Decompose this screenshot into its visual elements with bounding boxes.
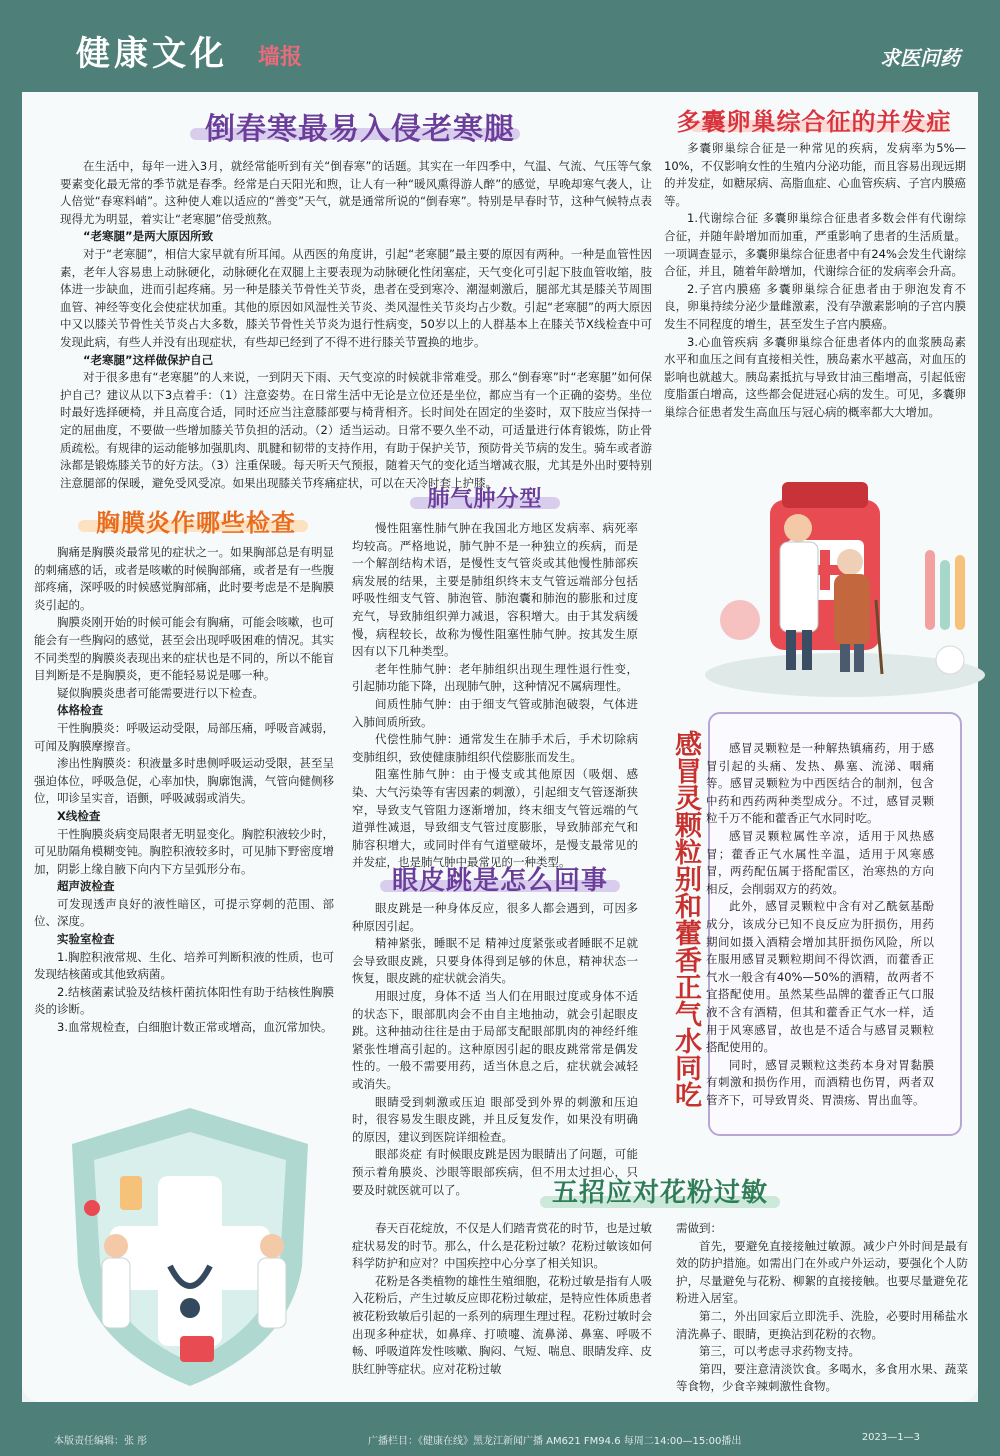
paragraph: 用眼过度，身体不适 当人们在用眼过度或身体不适的状态下，眼部肌肉会不由自主地抽动，就会引起眼皮跳。这种抽动往往是由于局部支配眼部肌肉的神经纤维紧张性增高引起的。这种原因引起的眼皮跳常常是偶发性的。一般不需要用药，适当休息之后，症状就会减轻或消失。 xyxy=(352,988,638,1091)
elderly-head xyxy=(837,549,863,575)
paragraph: 第二，外出回家后立即洗手、洗脸，必要时用稀盐水清洗鼻子、眼睛，更换沾到花粉的衣物。 xyxy=(676,1308,968,1341)
footer-broadcast: 广播栏目：《健康在线》黑龙江新闻广播 AM621 FM94.6 每周二14:00—15:00播出 xyxy=(368,1436,742,1447)
paragraph: 干性胸膜炎病变局限者无明显变化。胸腔积液较少时，可见肋隔角模糊变钝。胸腔积液较多时，可见肺下野密度增加，阴影上缘自腋下向内下方呈弧形分布。 xyxy=(34,826,334,876)
paragraph: 眼皮跳是一种身体反应，很多人都会遇到，可因多种原因引起。 xyxy=(352,901,638,933)
paragraph: 胸膜炎刚开始的时候可能会有胸痛，可能会咳嗽，也可能会有一些胸闷的感觉，甚至会出现呼吸困难的情况。其实不同类型的胸膜炎表现出来的症状也是不同的，所以不能盲目判断是不是胸膜炎，更不能轻易说是哪一种。 xyxy=(34,615,334,683)
paragraph: 老年性肺气肿：老年肺组织出现生理性退行性变，引起肺功能下降，出现肺气肿，这种情况不属病理性。 xyxy=(352,661,638,694)
paragraph: 间质性肺气肿：由于细支气管或肺泡破裂，气体进入肺间质所致。 xyxy=(352,696,638,729)
article-title-cold-medicine: 感冒灵颗粒别和藿香正气水同吃 xyxy=(670,730,701,1108)
article-title-emphysema: 肺气肿分型 xyxy=(427,487,543,512)
first-aid-kit-icon xyxy=(180,1336,214,1362)
paragraph: 渗出性胸膜炎：积液量多时患侧呼吸运动受限，甚至呈强迫体位，呼吸急促，心率加快，胸廓饱满，气管向健侧移位，叩诊呈实音，语颤，呼吸减弱或消失。 xyxy=(34,756,334,806)
article-title-cold-legs: 倒春寒最易入侵老寒腿 xyxy=(205,112,515,147)
doctor-patient-illustration xyxy=(700,470,990,700)
article-title-pcos: 多囊卵巢综合征的并发症 xyxy=(676,108,952,136)
article-body-emphysema xyxy=(352,520,638,872)
paragraph: 花粉是各类植物的雄性生殖细胞，花粉过敏是指有人吸入花粉后，产生过敏反应即花粉过敏症，是特应性体质患者被花粉致敏后引起的一系列的病理生理过程。花粉过敏时会出现多种症状，如鼻痒、打喷嚏、流鼻涕、鼻塞、呼吸不畅、呼吸道阵发性咳嗽、胸闷、气短、喘息、眼睛发痒、皮肤红肿等症状。应对花粉过敏 xyxy=(352,1273,652,1376)
article-title-pollen: 五招应对花粉过敏 xyxy=(551,1178,768,1208)
paragraph: 眼部炎症 有时候眼皮跳是因为眼睛出了问题，可能预示着角膜炎、沙眼等眼部疾病，但不用太过担心，只要及时就医就可以了。 xyxy=(352,1147,638,1197)
paragraph: 第四，要注意清淡饮食。多喝水，多食用水果、蔬菜等食物，少食辛辣刺激性食物。 xyxy=(676,1361,968,1394)
paragraph: 同时，感冒灵颗粒这类药本身对胃黏膜有刺激和损伤作用，而酒精也伤胃，两者双管齐下，可导致胃炎、胃溃疡、胃出血等。 xyxy=(706,1057,934,1107)
subheading: X线检查 xyxy=(57,808,101,823)
pill-icon xyxy=(84,1200,100,1216)
paragraph: 在生活中，每年一进入3月，就经常能听到有关“倒春寒”的话题。其实在一年四季中，气温、气流、气压等气象要素变化最无常的季节就是春季。经常是白天阳光和煦，让人有一种“暖风熏得游人醉”的感觉，早晚却寒气袭人，让人倍觉“春寒料峭”。这种使人难以适应的“善变”天气，就是通常所说的“倒春寒”。特别是早春时节，这种气候特点表现得尤为明显，着实让“老寒腿”倍受煎熬。 xyxy=(60,159,652,226)
article-body-cold-medicine xyxy=(706,740,934,1109)
paragraph: 1.胸腔积液常规、生化、培养可判断积液的性质，也可发现结核菌或其他致病菌。 xyxy=(34,949,334,982)
paragraph: 对于“老寒腿”，相信大家早就有所耳闻。从西医的角度讲，引起“老寒腿”最主要的原因有两种。一种是血管性因素，老年人容易患上动脉硬化，动脉硬化在双腿上主要表现为动脉硬化性闭塞症，天气变化可引起下肢血管收缩，肢体进一步缺血，进而引起疼痛。另一种是膝关节骨性关节炎，患者在受到寒冷、潮湿刺激后，腿部尤其是膝关节周围血管、神经等变化会使症状加重。其他的原因如风湿性关节炎、类风湿性关节炎均占少数。引起“老寒腿”的两大原因中又以膝关节骨性关节炎占大多数，膝关节骨性关节炎为退行性病变，50岁以上的人群基本上在膝关节X线检查中可发现此病，有些人并没有出现症状，有些却已经到了不得不进行膝关节置换的地步。 xyxy=(60,246,652,349)
paragraph: 可发现透声良好的液性暗区，可提示穿刺的范围、部位、深度。 xyxy=(34,896,334,929)
column-name: 求医问药 xyxy=(880,46,960,70)
article-body-eyelid xyxy=(352,900,638,1199)
paragraph: 3.血常规检查，白细胞计数正常或增高，血沉常加快。 xyxy=(57,1020,333,1035)
footer-editor: 本版责任编辑：张 彤 xyxy=(54,1436,148,1447)
left-border-decoration xyxy=(0,92,22,1412)
subheading: 体格检查 xyxy=(57,703,103,718)
subheading: “老寒腿”是两大原因所致 xyxy=(83,229,214,244)
paragraph: 首先，要避免直接接触过敏源。减少户外时间是最有效的防护措施。如需出门在外或户外运动，要强化个人防护，尽量避免与花粉、柳絮的直接接触。也要尽量避免花粉进入居室。 xyxy=(676,1238,968,1306)
subheading: 超声波检查 xyxy=(57,879,115,894)
test-tube-icon xyxy=(925,550,935,630)
subheading: 实验室检查 xyxy=(57,932,115,947)
article-body-pollen-right xyxy=(676,1220,968,1396)
right-border-decoration xyxy=(978,92,1000,1412)
paragraph: 眼睛受到刺激或压迫 眼部受到外界的刺激和压迫时，很容易发生眼皮跳，并且反复发作，如果没有明确的原因，建议到医院详细检查。 xyxy=(352,1094,638,1144)
paragraph: 感冒灵颗粒是一种解热镇痛药，用于感冒引起的头痛、发热、鼻塞、流涕、咽痛等。感冒灵颗粒为中西医结合的制剂，包含中药和西药两种类型成分。不过，感冒灵颗粒千万不能和藿香正气水同时吃。 xyxy=(706,741,934,826)
newspaper-title: 健康文化 xyxy=(76,34,228,74)
article-body-pollen-left xyxy=(352,1220,652,1378)
paragraph: 2.结核菌素试验及结核杆菌抗体阳性有助于结核性胸膜炎的诊断。 xyxy=(34,984,334,1017)
article-title-eyelid: 眼皮跳是怎么回事 xyxy=(391,866,608,896)
paragraph: 第三，可以考虑寻求药物支持。 xyxy=(699,1344,860,1359)
article-body-pleurisy xyxy=(34,544,334,1037)
page-footer xyxy=(0,1402,1000,1456)
paragraph: 慢性阻塞性肺气肿在我国北方地区发病率、病死率均较高。严格地说，肺气肿不是一种独立的疾病，而是一个解剖结构术语，是慢性支气管炎或其他慢性肺部疾病发展的结果，主要是肺组织终末支气管远端部分包括呼吸性细支气管、肺泡管、肺泡囊和肺泡的膨胀和过度充气，导致肺组织弹力减退，容积增大。由于其发病缓慢，病程较长，故称为慢性阻塞性肺气肿。按其发生原因有以下几种类型。 xyxy=(352,521,638,659)
doctor-coat xyxy=(780,542,818,632)
newspaper-subtitle: 墙报 xyxy=(258,44,303,70)
paragraph: 需做到： xyxy=(676,1221,722,1235)
paragraph: 感冒灵颗粒属性辛凉，适用于风热感冒；藿香正气水属性辛温，适用于风寒感冒，两药配伍属于搭配雷区，治寒热的方向相反，会削弱双方的药效。 xyxy=(706,828,934,896)
paragraph: 此外，感冒灵颗粒中含有对乙酰氨基酚成分，该成分已知不良反应为肝损伤，用药期间如摄入酒精会增加其肝损伤风险，所以在服用感冒灵颗粒期间不得饮酒，而藿香正气水一般含有40%—50%的酒精，故两者不宜搭配使用。虽然某些品牌的藿香正气口服液不含有酒精，但其和藿香正气水一样，适用于风寒感冒，故也是不适合与感冒灵颗粒搭配使用的。 xyxy=(706,899,934,1055)
medical-shield-illustration xyxy=(40,1096,340,1396)
paragraph: 干性胸膜炎：呼吸运动受限，局部压痛，呼吸音减弱，可闻及胸膜摩擦音。 xyxy=(34,720,334,753)
nurse-head xyxy=(104,1234,128,1258)
paragraph: 胸痛是胸膜炎最常见的症状之一。如果胸部总是有明显的刺痛感的话，或者是咳嗽的时候胸部痛，或者是有一些腹部疼痛，深呼吸的时候感觉胸部痛，此时要考虑是不是胸膜炎引起的。 xyxy=(34,545,334,612)
article-body-pcos xyxy=(664,140,966,422)
article-body-cold-legs xyxy=(60,158,652,492)
page-header xyxy=(0,0,1000,92)
paragraph: 精神紧张，睡眠不足 精神过度紧张或者睡眠不足就会导致眼皮跳，只要身体得到足够的休息，精神状态一恢复，眼皮跳的症状就会消失。 xyxy=(352,936,638,986)
subheading: “老寒腿”这样做保护自己 xyxy=(83,352,214,367)
doctor-head xyxy=(784,514,812,542)
pill-icon xyxy=(720,600,760,640)
footer-date: 2023—1—3 xyxy=(861,1432,920,1443)
paragraph: 2.子宫内膜癌 多囊卵巢综合征患者由于卵泡发育不良，卵巢持续分泌少量雌激素，没有孕激素影响的子宫内膜发生不同程度的增生，甚至发生子宫内膜癌。 xyxy=(664,281,966,331)
elderly-body xyxy=(834,574,870,646)
paragraph: 春天百花绽放，不仅是人们踏青赏花的时节，也是过敏症状易发的时节。那么，什么是花粉过敏？花粉过敏该如何科学防护和应对？中国疾控中心分享了相关知识。 xyxy=(352,1221,652,1271)
doctor-head xyxy=(260,1234,284,1258)
paragraph: 对于很多患有“老寒腿”的人来说，一到阴天下雨、天气变凉的时候就非常难受。那么“倒春寒”时“老寒腿”如何保护自己？建议从以下3点着手：（1）注意姿势。在日常生活中无论是立位还是坐位，都应当有一个正确的姿势。坐位时最好选择硬椅，并且高度合适，同时还应当注意膝部要与椅背相齐。长时间处在固定的坐姿时，双下肢应当保持一定的屈曲度，不要做一些增加膝关节负担的活动。（2）适当运动。日常不要久坐不动，可适量进行体育锻炼，防止骨质疏松。有规律的运动能够加强肌肉、肌腱和韧带的支持作用，有助于保护关节，预防骨关节病的发生。骑车或者游泳都是锻炼膝关节的好方法。（3）注重保暖。每天听天气预报，随着天气的变化适当增减衣服，尤其是外出时要特别注意腿部的保暖，避免受风受凉。如果出现膝关节疼痛症状，可以在天冷时套上护膝。 xyxy=(60,370,652,490)
article-title-pleurisy: 胸膜炎作哪些检查 xyxy=(96,509,296,537)
paragraph: 代偿性肺气肿：通常发生在肺手术后，手术切除病变肺组织，致使健康肺组织代偿膨胀而发生。 xyxy=(352,732,638,764)
paragraph: 疑似胸膜炎患者可能需要进行以下检查。 xyxy=(57,685,264,700)
medicine-bottle-icon xyxy=(120,1176,142,1210)
paragraph: 阻塞性肺气肿：由于慢支或其他原因（吸烟、感染、大气污染等有害因素的刺激），引起细支气管逐渐狭窄，导致支气管阻力逐渐增加，终末细支气管远端的气道弹性减退，导致细支气管过度膨胀，导致肺部充气和肺容积增大，或同时伴有气道壁破坏，是慢支最常见的并发症，也是肺气肿中最常见的一种类型。 xyxy=(352,767,638,870)
paragraph: 多囊卵巢综合征是一种常见的疾病，发病率为5%—10%，不仅影响女性的生殖内分泌功能，而且容易出现远期的并发症，如糖尿病、高脂血症、心血管疾病、子宫内膜癌等。 xyxy=(664,141,966,208)
paragraph: 1.代谢综合征 多囊卵巢综合征患者多数会伴有代谢综合征，并随年龄增加而加重，严重影响了患者的生活质量。一项调查显示，多囊卵巢综合征患者中有24%会发生代谢综合征，并且，随着年龄增加，代谢综合征的发病率会升高。 xyxy=(664,211,966,279)
paragraph: 3.心血管疾病 多囊卵巢综合征患者体内的血浆胰岛素水平和血压之间有直接相关性，胰岛素水平越高，对血压的影响也就越大。胰岛素抵抗与导致甘油三酯增高，引起低密度脂蛋白增高，这些都会促进冠心病的发生。可见，多囊卵巢综合征患者发生高血压与冠心病的概率都大大增加。 xyxy=(664,334,966,419)
